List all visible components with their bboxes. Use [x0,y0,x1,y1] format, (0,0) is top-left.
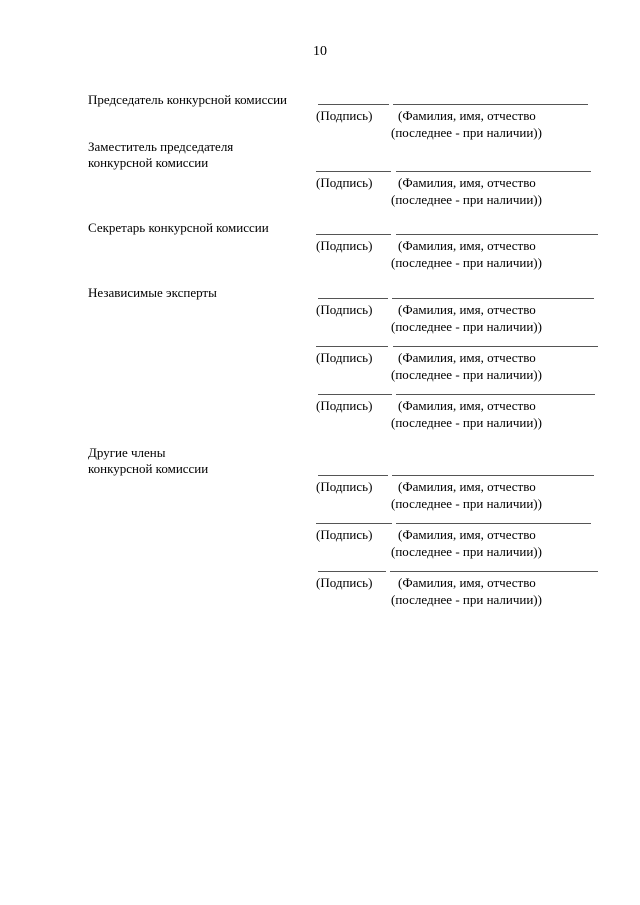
full-name-caption-note: (последнее - при наличии)) [391,255,542,270]
role-other-members: Другие члены конкурсной комиссии [88,445,209,476]
signature-caption: (Подпись) [316,302,373,317]
signature-caption: (Подпись) [316,575,373,590]
page-number: 10 [313,44,327,59]
full-name-caption: (Фамилия, имя, отчество [398,398,536,413]
signature-caption: (Подпись) [316,350,373,365]
signature-caption: (Подпись) [316,527,373,542]
full-name-caption-note: (последнее - при наличии)) [391,319,542,334]
full-name-line [393,346,598,347]
signature-caption: (Подпись) [316,479,373,494]
signature-line [318,571,386,572]
full-name-caption-note: (последнее - при наличии)) [391,496,542,511]
signature-caption: (Подпись) [316,108,373,123]
role-secretary: Секретарь конкурсной комиссии [88,220,269,235]
signature-line [318,475,388,476]
signature-line [316,171,391,172]
full-name-line [392,298,594,299]
full-name-line [393,104,588,105]
signature-caption: (Подпись) [316,238,373,253]
full-name-line [396,394,595,395]
full-name-line [392,475,594,476]
signature-line [316,234,391,235]
full-name-caption-note: (последнее - при наличии)) [391,415,542,430]
full-name-caption-note: (последнее - при наличии)) [391,544,542,559]
full-name-caption-note: (последнее - при наличии)) [391,367,542,382]
signature-line [316,523,392,524]
signature-line [316,346,388,347]
full-name-caption: (Фамилия, имя, отчество [398,175,536,190]
signature-caption: (Подпись) [316,175,373,190]
full-name-line [390,571,598,572]
full-name-caption-note: (последнее - при наличии)) [391,592,542,607]
full-name-caption: (Фамилия, имя, отчество [398,479,536,494]
role-independent-experts: Независимые эксперты [88,285,217,300]
full-name-caption: (Фамилия, имя, отчество [398,527,536,542]
full-name-caption-note: (последнее - при наличии)) [391,192,542,207]
full-name-line [396,523,591,524]
signature-line [318,104,389,105]
full-name-line [396,171,591,172]
full-name-caption: (Фамилия, имя, отчество [398,575,536,590]
signature-line [318,394,392,395]
full-name-caption: (Фамилия, имя, отчество [398,238,536,253]
full-name-caption-note: (последнее - при наличии)) [391,125,542,140]
full-name-line [396,234,598,235]
full-name-caption: (Фамилия, имя, отчество [398,302,536,317]
role-chair: Председатель конкурсной комиссии [88,92,288,107]
role-deputy: Заместитель председателя конкурсной комиссии [88,139,234,170]
signature-line [318,298,388,299]
full-name-caption: (Фамилия, имя, отчество [398,350,536,365]
full-name-caption: (Фамилия, имя, отчество [398,108,536,123]
signature-caption: (Подпись) [316,398,373,413]
